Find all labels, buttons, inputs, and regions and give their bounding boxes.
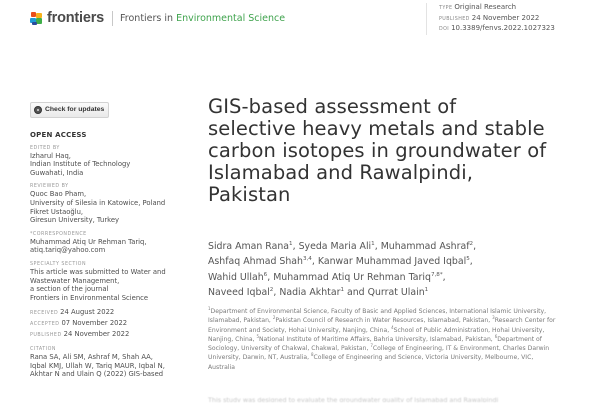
author[interactable]: Ashfaq Ahmad Shah$^{3,4}$ <box>208 256 312 268</box>
reviewed-by-label: REVIEWED BY <box>30 184 69 190</box>
abstract-preview: This study was designed to evaluate the groundwater quality of Islamabad and Rawalpindi <box>208 396 499 402</box>
journal-prefix: Frontiers in <box>120 12 177 24</box>
publisher-name: frontiers <box>47 10 105 26</box>
author[interactable]: Syeda Maria Ali$^1$ <box>298 241 375 252</box>
author[interactable]: Muhammad Atiq Ur Rehman Tariq$^{7,8*}$ <box>273 271 443 283</box>
author[interactable]: Kanwar Muhammad Javed Iqbal$^5$ <box>317 256 470 268</box>
journal-title[interactable] <box>120 13 285 24</box>
check-for-updates-button[interactable]: Check for updates <box>30 102 109 118</box>
edited-by-label: EDITED BY <box>30 145 60 151</box>
citation-label: CITATION <box>30 347 56 353</box>
correspondence-label: *CORRESPONDENCE <box>30 231 87 237</box>
correspondence: Muhammad Atiq Ur Rehman Tariq, atiq.tariq@yahoo.com <box>30 238 200 255</box>
open-access-label: OPEN ACCESS <box>30 131 87 139</box>
author[interactable]: Wahid Ullah$^6$ <box>208 271 268 283</box>
frontiers-logo-icon <box>30 12 43 25</box>
author[interactable]: Muhammad Ashraf$^2$ <box>380 241 474 252</box>
meta-type: TYPE Original Research <box>439 3 517 11</box>
author[interactable]: Sidra Aman Rana$^1$ <box>208 241 293 252</box>
article-title: GIS-based assessment of selective heavy metals and stable carbon isotopes in groundwater of Islamabad and Rawalpindi, Pakistan <box>208 95 547 206</box>
accepted-date: ACCEPTED 07 November 2022 <box>30 318 128 327</box>
header-divider <box>112 11 113 26</box>
correspondence-email[interactable]: atiq.tariq@yahoo.com <box>30 246 106 255</box>
specialty-section-label: SPECIALTY SECTION <box>30 261 87 267</box>
author[interactable]: Naveed Iqbal$^2$ <box>208 286 274 298</box>
reviewed-by: Quoc Bao Pham, University of Silesia in Katowice, Poland Fikret Ustaoğlu, Giresun University, Turkey <box>30 190 166 225</box>
received-date: RECEIVED 24 August 2022 <box>30 308 115 317</box>
author-list: Sidra Aman Rana$^1$, Syeda Maria Ali$^1$, Muhammad Ashraf$^2$, Ashfaq Ahmad Shah$^{3,4}$, Kanwar Muhammad Javed Iqbal$^5$, Wahid Ullah$^6$, Muhammad Atiq Ur Rehman Tariq$^{7,8*}$, Naveed Iqbal$^2$, Nadia Akhtar$^1$ and Qurrat Ulain$^1$ <box>208 241 477 298</box>
citation: Rana SA, Ali SM, Ashraf M, Shah AA, Iqbal KMJ, Ullah W, Tariq MAUR, Iqbal N, Akhtar N and Ulain Q (2022) GIS-based <box>30 353 165 379</box>
author[interactable]: Nadia Akhtar$^1$ <box>279 286 344 298</box>
site-header <box>30 8 285 28</box>
article-dates <box>30 308 200 340</box>
affiliations: $^1$Department of Environmental Science, Faculty of Basic and Applied Sciences, International Islamic University, Islamabad, Pakistan, $^2$Pakistan Council of Research in Water Resources, Islamabad, Pakistan, $^3$Research Center for Environment and Society, Hohai University, Nanjing, China, $^4$School of Public Administration, Hohai University, Nanjing, China, $^5$National Institute of Maritime Affairs, Bahria University, Islamabad, Pakistan, $^6$Department of Sociology, University of Chakwal, Chakwal, Pakistan, $^7$College of Engineering, IT & Environment, Charles Darwin University, Darwin, NT, Australia, $^8$College of Engineering and Science, Victoria University, Melbourne, VIC, Australia <box>208 306 556 371</box>
article-meta <box>426 3 555 35</box>
meta-published: PUBLISHED 24 November 2022 <box>439 13 540 22</box>
doi-link[interactable]: 10.3389/fenvs.2022.1027323 <box>451 24 555 32</box>
specialty-section: This article was submitted to Water and Wastewater Management, a section of the journal Frontiers in Environmental Science <box>30 267 166 302</box>
author[interactable]: Qurrat Ulain$^1$ <box>367 286 429 298</box>
crossmark-icon <box>34 106 42 114</box>
edited-by: Izharul Haq, Indian Institute of Technology Guwahati, India <box>30 151 131 177</box>
journal-name: Environmental Science <box>176 12 286 24</box>
published-date: PUBLISHED 24 November 2022 <box>30 329 130 338</box>
article-sidebar <box>30 102 200 379</box>
frontiers-logo[interactable] <box>30 10 104 26</box>
meta-doi[interactable]: DOI 10.3389/fenvs.2022.1027323 <box>439 24 555 32</box>
